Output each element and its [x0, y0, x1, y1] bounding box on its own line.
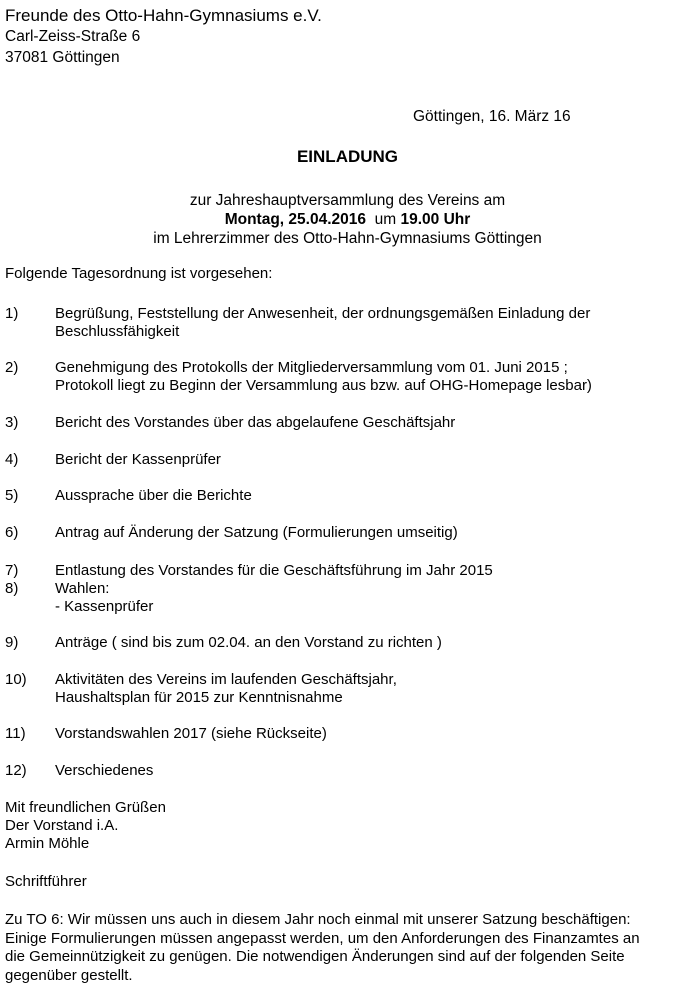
agenda-item-line: Protokoll liegt zu Beginn der Versammlung aus bzw. auf OHG-Homepage lesbar)	[55, 377, 592, 394]
closing-signer: Armin Möhle	[5, 835, 90, 852]
agenda-item-text	[55, 762, 665, 780]
signer-role: Schriftführer	[5, 873, 87, 890]
closing-board: Der Vorstand i.A.	[5, 817, 119, 834]
agenda-label: Folgende Tagesordnung ist vorgesehen:	[5, 265, 273, 282]
agenda-item-number: 12)	[5, 762, 27, 779]
sender-block	[5, 6, 322, 68]
agenda-item-number: 1)	[5, 305, 19, 322]
agenda-item-line: Verschiedenes	[55, 762, 154, 779]
agenda-item-text	[55, 725, 665, 743]
agenda-item-number: 10)	[5, 671, 27, 688]
agenda-item-text	[55, 305, 665, 341]
agenda-item-line: Wahlen:	[55, 580, 110, 597]
agenda-item-number: 6)	[5, 524, 19, 541]
agenda-item-text	[55, 562, 665, 580]
footnote-paragraph	[5, 911, 695, 985]
agenda-item-number: 5)	[5, 487, 19, 504]
agenda-item-text	[55, 524, 665, 542]
agenda-item-text	[55, 487, 665, 505]
sender-street: Carl-Zeiss-Straße 6	[5, 28, 141, 45]
agenda-item-line: Aktivitäten des Vereins im laufenden Geschäftsjahr,	[55, 671, 397, 688]
invitation-intro	[0, 191, 695, 248]
sender-city: 37081 Göttingen	[5, 49, 120, 66]
agenda-item-line: Antrag auf Änderung der Satzung (Formulierungen umseitig)	[55, 524, 458, 541]
agenda-item-text	[55, 580, 665, 616]
agenda-item-text	[55, 359, 665, 395]
agenda-item-line: Genehmigung des Protokolls der Mitgliederversammlung vom 01. Juni 2015 ;	[55, 359, 568, 376]
agenda-item-line: Bericht der Kassenprüfer	[55, 451, 221, 468]
agenda-item-number: 3)	[5, 414, 19, 431]
intro-um: um	[374, 211, 397, 228]
agenda-item-line: Entlastung des Vorstandes für die Geschäftsführung im Jahr 2015	[55, 562, 493, 579]
footnote-line: Zu TO 6: Wir müssen uns auch in diesem Jahr noch einmal mit unserer Satzung beschäftigen:	[5, 911, 631, 928]
intro-line-2	[0, 210, 695, 229]
agenda-item-text	[55, 451, 665, 469]
agenda-item-line: Anträge ( sind bis zum 02.04. an den Vorstand zu richten )	[55, 634, 442, 651]
intro-line-3: im Lehrerzimmer des Otto-Hahn-Gymnasiums Göttingen	[153, 230, 542, 247]
agenda-item-line: Vorstandswahlen 2017 (siehe Rückseite)	[55, 725, 327, 742]
agenda-item-line: Haushaltsplan für 2015 zur Kenntnisnahme	[55, 689, 343, 706]
agenda-item-number: 8)	[5, 580, 19, 597]
agenda-item-number: 4)	[5, 451, 19, 468]
footnote-line: gegenüber gestellt.	[5, 966, 133, 984]
agenda-item-line: Bericht des Vorstandes über das abgelaufene Geschäftsjahr	[55, 414, 456, 431]
agenda-item-number: 9)	[5, 634, 19, 651]
agenda-item-line: Beschlussfähigkeit	[55, 323, 180, 340]
page-title: EINLADUNG	[296, 147, 399, 166]
meeting-time: 19.00 Uhr	[400, 211, 471, 228]
sender-name: Freunde des Otto-Hahn-Gymnasiums e.V.	[5, 6, 322, 25]
agenda-item-number: 2)	[5, 359, 19, 376]
intro-line-1: zur Jahreshauptversammlung des Vereins am	[189, 192, 506, 209]
agenda-item-text	[55, 414, 665, 432]
agenda-item-line: - Kassenprüfer	[55, 598, 154, 615]
agenda-item-number: 11)	[5, 725, 26, 742]
agenda-item-line: Aussprache über die Berichte	[55, 487, 252, 504]
agenda-item-line: Begrüßung, Feststellung der Anwesenheit, der ordnungsgemäßen Einladung der	[55, 305, 591, 322]
closing-greeting: Mit freundlichen Grüßen	[5, 799, 166, 816]
agenda-item-text	[55, 671, 665, 707]
agenda-item-text	[55, 634, 665, 652]
meeting-date: Montag, 25.04.2016	[224, 211, 366, 228]
letter-date: Göttingen, 16. März 16	[413, 108, 571, 125]
closing-block	[5, 799, 166, 853]
footnote-line: Einige Formulierungen müssen angepasst werden, um den Anforderungen des Finanzamtes an	[5, 929, 640, 947]
agenda-item-number: 7)	[5, 562, 19, 579]
footnote-line: die Gemeinnützigkeit zu genügen. Die notwendigen Änderungen sind auf der folgenden Seite	[5, 948, 625, 965]
